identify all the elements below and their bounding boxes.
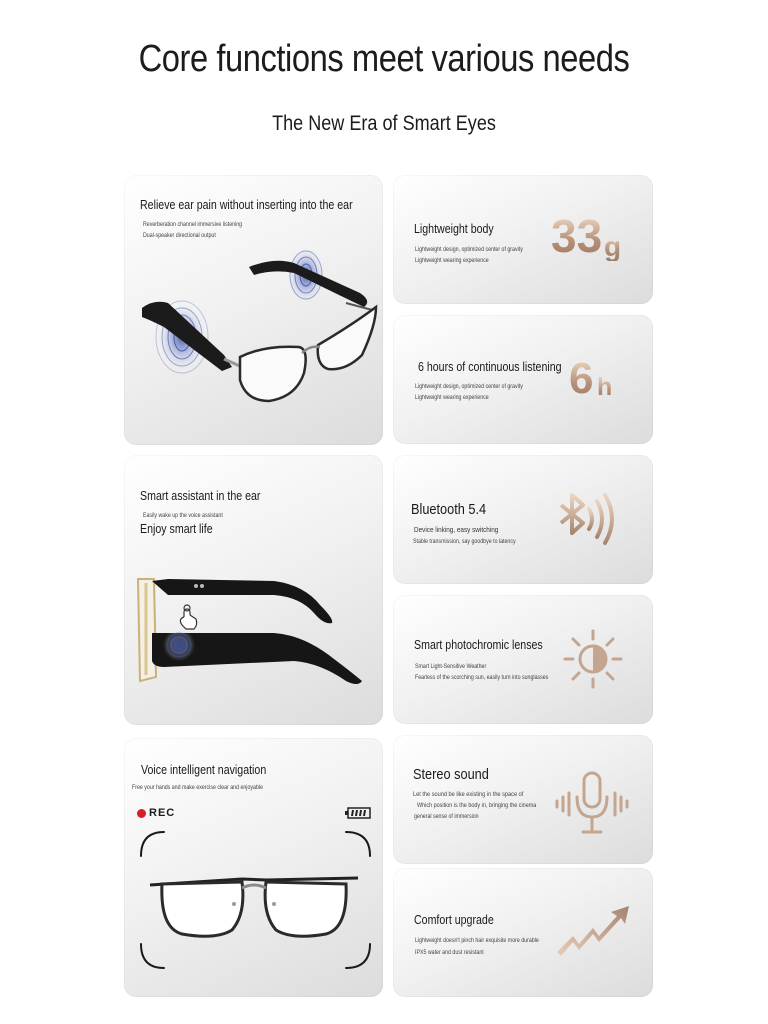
card-line: Enjoy smart life <box>140 522 213 536</box>
card-title: Smart assistant in the ear <box>140 489 261 503</box>
card-line: Device linking, easy switching <box>414 525 499 534</box>
card-bluetooth <box>393 455 653 584</box>
card-smart-assistant <box>124 455 383 725</box>
hours-number: 6 <box>569 354 594 403</box>
card-ear-comfort <box>124 175 383 445</box>
navigation-viewfinder-illustration <box>124 738 383 997</box>
card-title: Bluetooth 5.4 <box>411 501 487 518</box>
weight-unit: g <box>604 231 622 262</box>
page-subtitle: The New Era of Smart Eyes <box>272 112 496 135</box>
card-title: Relieve ear pain without inserting into the ear <box>140 198 353 212</box>
card-line: Lightweight wearing experience <box>415 257 489 264</box>
rising-arrow-icon <box>393 868 653 997</box>
card-voice-navigation <box>124 738 383 997</box>
card-line: Reverberation channel immersive listening <box>143 221 243 228</box>
card-line: general sense of immersion <box>414 813 479 820</box>
card-photochromic-lenses <box>393 595 653 724</box>
microphone-soundwave-icon <box>393 735 653 864</box>
glasses-side-view-illustration <box>124 455 383 725</box>
card-title: Smart photochromic lenses <box>414 638 543 652</box>
weight-number: 33 <box>551 210 603 262</box>
card-lightweight <box>393 175 653 304</box>
card-title: Voice intelligent navigation <box>141 763 267 777</box>
card-line: Let the sound be like existing in the space of <box>413 791 524 798</box>
card-title: 6 hours of continuous listening <box>418 360 562 374</box>
touch-hand-icon <box>180 605 196 629</box>
card-line: Stable transmission, say goodbye to latency <box>413 538 516 545</box>
hours-unit: h <box>597 373 613 401</box>
card-line: Lightweight design, optimized center of gravity <box>415 246 523 253</box>
card-line: Lightweight doesn't pinch hair exquisite more durable <box>415 937 539 944</box>
card-line: Which position is the body in, bringing the cinema <box>417 802 537 809</box>
card-line: Fearless of the scorching sun, easily turn into sunglasses <box>415 674 549 681</box>
bluetooth-signal-icon <box>393 455 653 584</box>
card-comfort-upgrade <box>393 868 653 997</box>
card-title: Stereo sound <box>413 766 489 783</box>
card-line: Easily wake up the voice assistant <box>143 512 223 519</box>
half-sun-icon <box>393 595 653 724</box>
battery-icon <box>345 808 370 818</box>
page-title: Core functions meet various needs <box>138 38 630 80</box>
rec-label: REC <box>149 807 176 819</box>
card-line: Lightweight design, optimized center of gravity <box>415 383 523 390</box>
card-title: Lightweight body <box>414 222 494 236</box>
card-line: Free your hands and make exercise clear and enjoyable <box>132 784 263 791</box>
card-line: Lightweight wearing experience <box>415 394 489 401</box>
glasses-front-view <box>150 878 358 936</box>
card-title: Comfort upgrade <box>414 913 494 927</box>
card-line: IPX5 water and dust resistant <box>415 949 484 956</box>
card-line: Dual-speaker directional output <box>143 232 216 239</box>
card-line: Smart Light-Sensitive Weather <box>415 663 487 670</box>
card-continuous-listening <box>393 315 653 444</box>
glasses-with-sound-waves-illustration <box>124 175 383 445</box>
card-stereo-sound <box>393 735 653 864</box>
